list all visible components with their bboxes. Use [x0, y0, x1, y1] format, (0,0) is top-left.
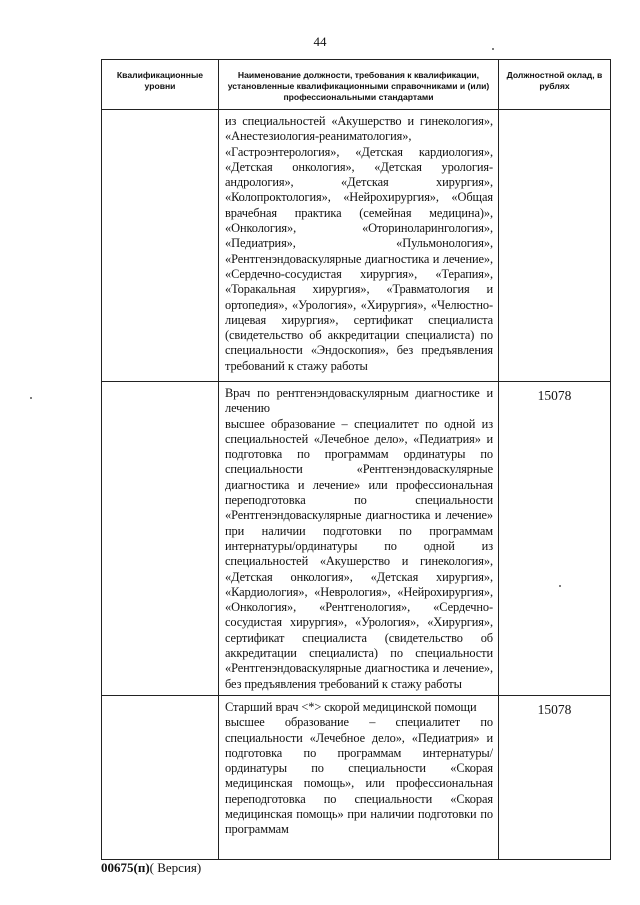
table-row [102, 110, 611, 382]
scan-speck [30, 397, 32, 399]
position-title: Врач по рентгенэндоваскулярным диагностике и лечению [225, 386, 493, 416]
header-salary: Должностной оклад, в рублях [499, 60, 611, 110]
position-requirements-cell [219, 696, 499, 860]
scan-speck [492, 48, 494, 50]
level-cell [102, 110, 219, 382]
level-cell [102, 696, 219, 860]
header-levels: Квалификационные уровни [102, 60, 219, 110]
page-number: 44 [313, 34, 327, 49]
header-position: Наименование должности, требования к квалификации, установленные квалификационными справочниками и (или) профессиональными стандартами [219, 60, 499, 110]
position-requirements-cell [219, 382, 499, 696]
requirements-text: высшее образование – специалитет по одной из специальностей «Лечебное дело», «Педиатрия» и подготовка по программам ординатуры по специальности «Рентгенэндоваскулярные диагностика и лечение» или профессиональная переподготовка по специальности «Рентгенэндоваскулярные диагностика и лечение» при наличии подготовки по программам интернатуры/ординатуры по одной из специальностей «Акушерство и гинекология», «Детская онкология», «Детская хирургия», «Кардиология», «Неврология», «Нейрохирургия», «Онкология», «Рентгенология», «Сердечно-сосудистая хирургия», «Урология», «Хирургия», сертификат специалиста (свидетельство об аккредитации специалиста) по специальности «Рентгенэндоваскулярные диагностика и лечение», без предъявления требований к стажу работы [225, 416, 493, 691]
salary-cell: 15078 [499, 382, 611, 696]
table-row [102, 696, 611, 860]
document-code: 00675(п) [101, 860, 150, 875]
qualification-table [101, 59, 611, 860]
level-cell [102, 382, 219, 696]
table-header-row [102, 60, 611, 110]
document-footer [101, 860, 201, 876]
requirements-text: из специальностей «Акушерство и гинекология», «Анестезиология-реаниматология», «Гастроэнтерология», «Детская кардиология», «Детская онкология», «Детская урология-андрология», «Детская хирургия», «Колопроктология», «Нейрохирургия», «Общая врачебная практика (семейная медицина)», «Онкология», «Оториноларингология», «Педиатрия», «Пульмонология», «Рентгенэндоваскулярные диагностика и лечение», «Сердечно-сосудистая хирургия», «Терапия», «Торакальная хирургия», «Травматология и ортопедия», «Урология», «Хирургия», «Челюстно-лицевая хирургия», сертификат специалиста (свидетельство об аккредитации специалиста) по специальности «Эндоскопия», без предъявления требований к стажу работы [225, 114, 493, 373]
table-row [102, 382, 611, 696]
salary-cell [499, 110, 611, 382]
position-title: Старший врач <*> скорой медицинской помощи [225, 700, 477, 714]
position-requirements-cell [219, 110, 499, 382]
requirements-text: высшее образование – специалитет по специальности «Лечебное дело», «Педиатрия» и подготовка по программам интернатуры/ординатуры по специальности «Скорая медицинская помощь», или профессиональная переподготовка по специальности «Скорая медицинская помощь» при наличии подготовки по программам [225, 715, 493, 837]
document-version: ( Версия) [149, 860, 202, 875]
scan-speck [559, 585, 561, 587]
salary-cell: 15078 [499, 696, 611, 860]
